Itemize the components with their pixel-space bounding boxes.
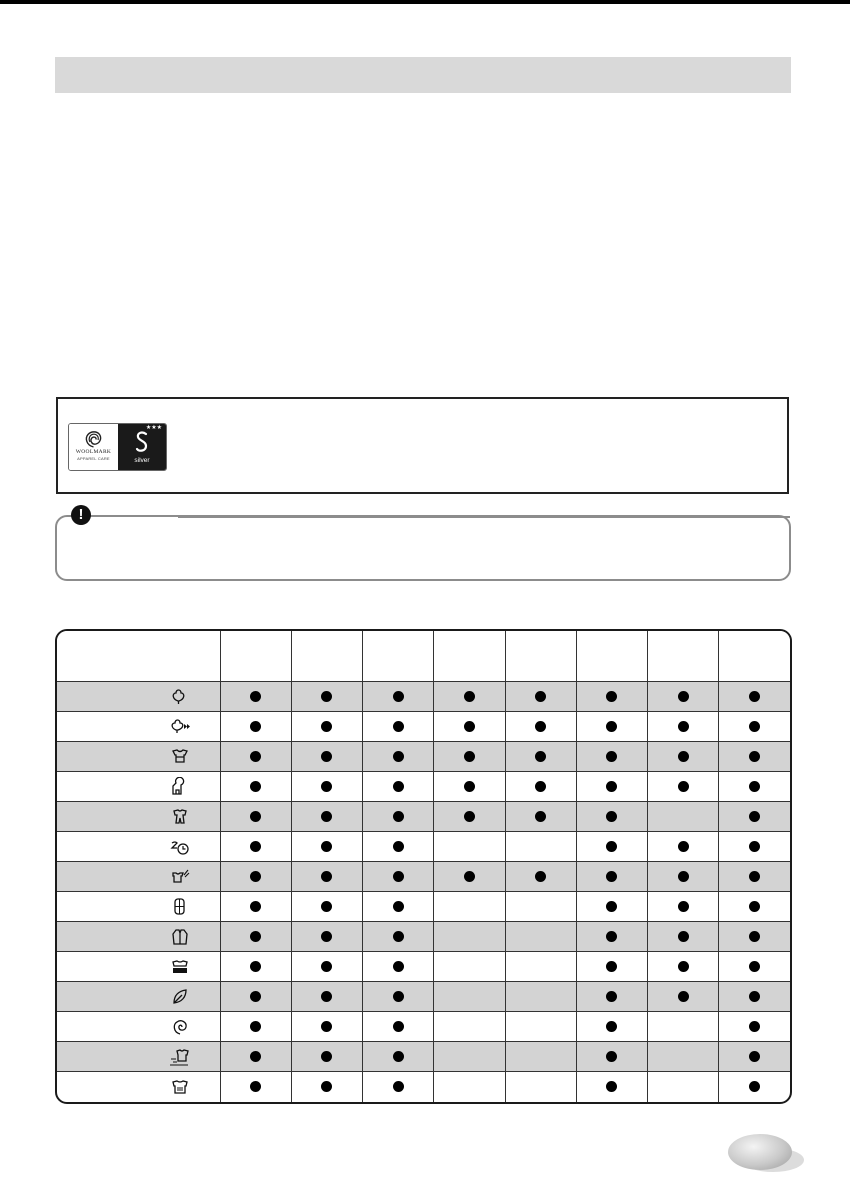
option-cell (648, 1072, 719, 1102)
table-row (57, 742, 790, 772)
available-dot-icon (393, 751, 404, 762)
note-header-rule (178, 516, 790, 518)
available-dot-icon (749, 961, 760, 972)
option-cell (434, 982, 505, 1012)
cycle-cell (57, 772, 220, 802)
option-cell (434, 682, 505, 712)
available-dot-icon (393, 871, 404, 882)
option-cell (291, 1012, 362, 1042)
option-cell (505, 1042, 576, 1072)
option-cell (220, 832, 291, 862)
cold-wash-icon (170, 1047, 190, 1067)
available-dot-icon (749, 751, 760, 762)
available-dot-icon (606, 961, 617, 972)
option-cell (505, 1072, 576, 1102)
table-header-row (57, 631, 790, 682)
available-dot-icon (678, 841, 689, 852)
available-dot-icon (678, 931, 689, 942)
option-cell (505, 682, 576, 712)
option-cell (505, 952, 576, 982)
cycle-cell (57, 712, 220, 742)
exclamation-icon: ! (71, 505, 91, 525)
available-dot-icon (250, 991, 261, 1002)
option-cell (363, 1072, 434, 1102)
option-cell (648, 952, 719, 982)
table-row (57, 1042, 790, 1072)
section-title-bar (55, 57, 791, 93)
available-dot-icon (678, 901, 689, 912)
option-cell (220, 772, 291, 802)
available-dot-icon (250, 901, 261, 912)
cycle-cell (57, 952, 220, 982)
table-row (57, 712, 790, 742)
header-cycle-column (57, 631, 220, 682)
option-cell (505, 772, 576, 802)
available-dot-icon (321, 811, 332, 822)
easy-care-icon (170, 867, 190, 887)
silver-label: silver (134, 457, 150, 464)
option-cell (648, 1042, 719, 1072)
option-cell (220, 892, 291, 922)
option-cell (719, 952, 790, 982)
option-cell (220, 682, 291, 712)
cycle-cell (57, 832, 220, 862)
option-cell (291, 832, 362, 862)
available-dot-icon (250, 841, 261, 852)
option-cell (220, 742, 291, 772)
option-cell (434, 1072, 505, 1102)
baby-care-icon (170, 777, 190, 797)
available-dot-icon (535, 781, 546, 792)
option-cell (434, 922, 505, 952)
available-dot-icon (606, 991, 617, 1002)
woolmark-emblem (69, 424, 118, 470)
option-cell (576, 1072, 647, 1102)
option-cell (648, 862, 719, 892)
available-dot-icon (321, 1081, 332, 1092)
table-row (57, 832, 790, 862)
header-option-column (576, 631, 647, 682)
table-row (57, 922, 790, 952)
available-dot-icon (250, 751, 261, 762)
option-cell (648, 892, 719, 922)
allergy-care-icon (170, 1077, 190, 1097)
available-dot-icon (321, 991, 332, 1002)
silent-wash-icon (170, 957, 190, 977)
available-dot-icon (678, 991, 689, 1002)
available-dot-icon (321, 1051, 332, 1062)
option-cell (719, 862, 790, 892)
available-dot-icon (606, 721, 617, 732)
table-row (57, 682, 790, 712)
option-cell (434, 1012, 505, 1042)
duvet-icon (170, 897, 190, 917)
option-cell (505, 982, 576, 1012)
cycle-cell (57, 682, 220, 712)
available-dot-icon (606, 1021, 617, 1032)
available-dot-icon (250, 691, 261, 702)
option-cell (434, 802, 505, 832)
table-row (57, 1012, 790, 1042)
cycle-cell (57, 982, 220, 1012)
option-cell (291, 1072, 362, 1102)
available-dot-icon (321, 751, 332, 762)
option-cell (220, 802, 291, 832)
option-cell (363, 862, 434, 892)
option-cell (719, 1012, 790, 1042)
option-cell (719, 772, 790, 802)
jacket-icon (170, 927, 190, 947)
header-option-column (505, 631, 576, 682)
option-cell (434, 832, 505, 862)
woolmark-apparel-care-logo (68, 423, 167, 471)
option-cell (220, 982, 291, 1012)
cotton-fast-icon (170, 717, 190, 737)
cycle-cell (57, 1012, 220, 1042)
option-cell (719, 832, 790, 862)
cycle-cell (57, 892, 220, 922)
wool-icon (170, 1017, 190, 1037)
cycle-cell (57, 802, 220, 832)
available-dot-icon (393, 901, 404, 912)
quick-wash-icon (170, 837, 190, 857)
available-dot-icon (749, 991, 760, 1002)
available-dot-icon (606, 1081, 617, 1092)
option-cell (576, 982, 647, 1012)
rating-stars: ★★★ (145, 425, 162, 431)
header-option-column (363, 631, 434, 682)
option-cell (576, 922, 647, 952)
cycle-option-table (55, 629, 792, 1104)
option-cell (505, 832, 576, 862)
header-option-column (434, 631, 505, 682)
option-cell (291, 712, 362, 742)
available-dot-icon (606, 841, 617, 852)
option-cell (363, 712, 434, 742)
available-dot-icon (321, 841, 332, 852)
available-dot-icon (250, 1021, 261, 1032)
option-cell (434, 1042, 505, 1072)
option-cell (220, 922, 291, 952)
available-dot-icon (321, 901, 332, 912)
option-cell (648, 832, 719, 862)
option-cell (719, 892, 790, 922)
available-dot-icon (393, 1021, 404, 1032)
option-cell (576, 772, 647, 802)
option-cell (434, 772, 505, 802)
available-dot-icon (606, 691, 617, 702)
option-cell (363, 982, 434, 1012)
available-dot-icon (464, 811, 475, 822)
silver-rating-panel (118, 424, 166, 470)
header-option-column (719, 631, 790, 682)
option-cell (505, 1012, 576, 1042)
available-dot-icon (321, 721, 332, 732)
cycle-cell (57, 742, 220, 772)
option-cell (576, 1012, 647, 1042)
available-dot-icon (393, 961, 404, 972)
option-cell (576, 682, 647, 712)
option-cell (648, 742, 719, 772)
option-cell (220, 1042, 291, 1072)
option-cell (648, 802, 719, 832)
option-cell (220, 1012, 291, 1042)
option-cell (363, 802, 434, 832)
available-dot-icon (535, 721, 546, 732)
available-dot-icon (250, 871, 261, 882)
available-dot-icon (749, 721, 760, 732)
option-cell (363, 1042, 434, 1072)
option-cell (363, 742, 434, 772)
available-dot-icon (535, 811, 546, 822)
available-dot-icon (749, 871, 760, 882)
option-cell (291, 802, 362, 832)
available-dot-icon (321, 931, 332, 942)
woolmark-brand-text: WOOLMARK (75, 449, 112, 455)
option-cell (719, 1042, 790, 1072)
option-cell (719, 802, 790, 832)
option-cell (291, 982, 362, 1012)
available-dot-icon (250, 1051, 261, 1062)
available-dot-icon (535, 691, 546, 702)
option-cell (363, 922, 434, 952)
option-cell (719, 982, 790, 1012)
cycle-cell (57, 1072, 220, 1102)
option-cell (576, 742, 647, 772)
option-cell (719, 742, 790, 772)
available-dot-icon (535, 751, 546, 762)
option-cell (505, 862, 576, 892)
option-cell (505, 802, 576, 832)
option-cell (576, 832, 647, 862)
option-cell (220, 862, 291, 892)
available-dot-icon (749, 841, 760, 852)
option-cell (291, 772, 362, 802)
available-dot-icon (678, 961, 689, 972)
table-row (57, 982, 790, 1012)
option-cell (648, 982, 719, 1012)
available-dot-icon (250, 781, 261, 792)
option-cell (576, 952, 647, 982)
available-dot-icon (749, 781, 760, 792)
option-cell (220, 712, 291, 742)
option-cell (434, 712, 505, 742)
option-cell (505, 712, 576, 742)
available-dot-icon (678, 871, 689, 882)
available-dot-icon (321, 871, 332, 882)
option-cell (505, 742, 576, 772)
available-dot-icon (393, 931, 404, 942)
available-dot-icon (678, 721, 689, 732)
option-cell (576, 802, 647, 832)
option-cell (719, 712, 790, 742)
option-cell (648, 1012, 719, 1042)
table-row (57, 772, 790, 802)
table-row (57, 952, 790, 982)
available-dot-icon (606, 931, 617, 942)
available-dot-icon (606, 811, 617, 822)
silver-s-icon (133, 430, 151, 454)
option-cell (648, 682, 719, 712)
header-option-column (220, 631, 291, 682)
option-cell (291, 922, 362, 952)
wool-ball-icon (83, 429, 104, 449)
available-dot-icon (321, 781, 332, 792)
available-dot-icon (250, 811, 261, 822)
available-dot-icon (393, 721, 404, 732)
available-dot-icon (749, 691, 760, 702)
available-dot-icon (606, 751, 617, 762)
option-cell (719, 922, 790, 952)
option-cell (363, 1012, 434, 1042)
available-dot-icon (535, 871, 546, 882)
available-dot-icon (393, 841, 404, 852)
delicate-icon (170, 987, 190, 1007)
option-cell (291, 1042, 362, 1072)
available-dot-icon (749, 1051, 760, 1062)
option-cell (434, 952, 505, 982)
option-cell (220, 1072, 291, 1102)
option-cell (505, 922, 576, 952)
available-dot-icon (606, 871, 617, 882)
option-cell (363, 952, 434, 982)
option-cell (576, 892, 647, 922)
available-dot-icon (393, 991, 404, 1002)
option-cell (719, 1072, 790, 1102)
option-cell (434, 892, 505, 922)
option-cell (648, 772, 719, 802)
available-dot-icon (393, 1081, 404, 1092)
woolmark-subtext: APPAREL CARE (77, 456, 110, 461)
available-dot-icon (464, 781, 475, 792)
mixed-fabric-icon (170, 747, 190, 767)
available-dot-icon (678, 751, 689, 762)
cycle-cell (57, 862, 220, 892)
available-dot-icon (678, 691, 689, 702)
option-cell (291, 862, 362, 892)
table-body (57, 682, 790, 1103)
available-dot-icon (464, 751, 475, 762)
available-dot-icon (678, 781, 689, 792)
available-dot-icon (250, 961, 261, 972)
cycle-cell (57, 922, 220, 952)
available-dot-icon (749, 811, 760, 822)
available-dot-icon (464, 691, 475, 702)
option-cell (576, 1042, 647, 1072)
option-cell (505, 892, 576, 922)
table-row (57, 862, 790, 892)
option-cell (363, 682, 434, 712)
table-row (57, 1072, 790, 1102)
available-dot-icon (321, 961, 332, 972)
available-dot-icon (321, 1021, 332, 1032)
available-dot-icon (393, 1051, 404, 1062)
available-dot-icon (606, 1051, 617, 1062)
option-cell (291, 892, 362, 922)
option-cell (220, 952, 291, 982)
available-dot-icon (464, 871, 475, 882)
option-cell (648, 922, 719, 952)
option-cell (363, 832, 434, 862)
option-cell (719, 682, 790, 712)
available-dot-icon (393, 811, 404, 822)
table-row (57, 892, 790, 922)
option-cell (648, 712, 719, 742)
available-dot-icon (393, 781, 404, 792)
cycle-cell (57, 1042, 220, 1072)
available-dot-icon (321, 691, 332, 702)
top-rule (0, 0, 850, 4)
option-cell (434, 742, 505, 772)
option-cell (291, 682, 362, 712)
available-dot-icon (749, 931, 760, 942)
header-option-column (648, 631, 719, 682)
option-cell (363, 892, 434, 922)
option-cell (291, 952, 362, 982)
available-dot-icon (464, 721, 475, 732)
available-dot-icon (749, 1081, 760, 1092)
sportswear-icon (170, 807, 190, 827)
option-cell (291, 742, 362, 772)
available-dot-icon (250, 1081, 261, 1092)
option-cell (434, 862, 505, 892)
available-dot-icon (606, 781, 617, 792)
option-cell (576, 712, 647, 742)
page-number-badge (728, 1134, 792, 1170)
option-cell (576, 862, 647, 892)
table-row (57, 802, 790, 832)
available-dot-icon (749, 1021, 760, 1032)
note-box (55, 515, 791, 581)
woolmark-info-box (56, 397, 789, 494)
available-dot-icon (250, 721, 261, 732)
cotton-icon (170, 687, 190, 707)
available-dot-icon (606, 901, 617, 912)
available-dot-icon (749, 901, 760, 912)
header-option-column (291, 631, 362, 682)
available-dot-icon (393, 691, 404, 702)
available-dot-icon (250, 931, 261, 942)
option-cell (363, 772, 434, 802)
